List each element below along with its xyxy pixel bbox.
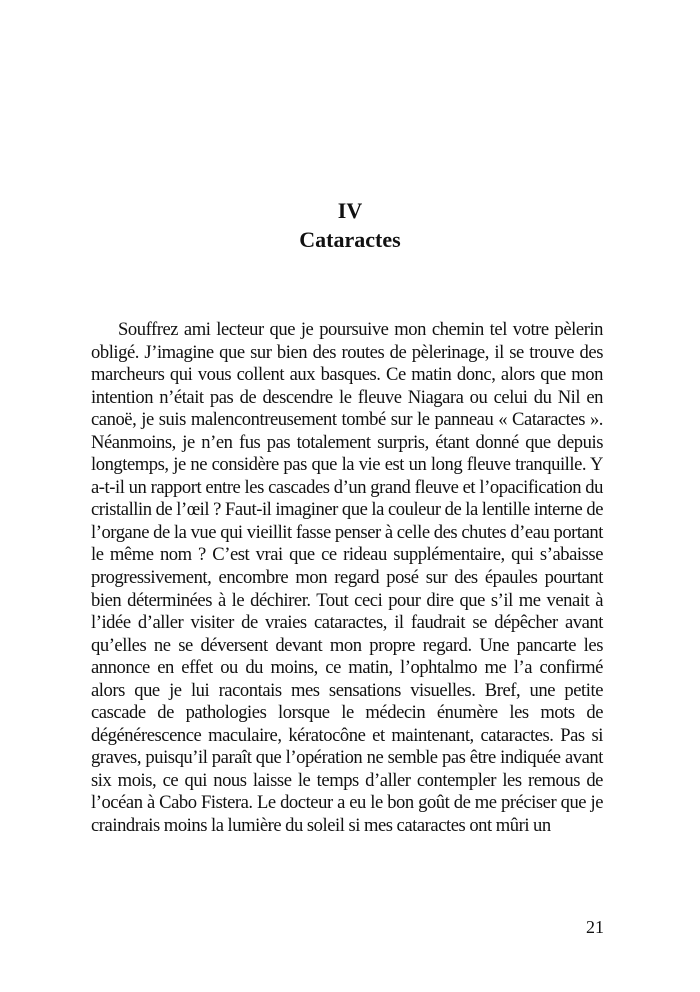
page-number: 21 [586, 917, 604, 937]
body-paragraph: Souffrez ami lecteur que je poursuive mon chemin tel votre pèlerin obligé. J’imagine que sur bien des routes de pèlerinage, il se trouve des marcheurs qui vous collent aux basques. Ce matin donc, alors que mon intention n’était pas de descendre le fleuve Niagara ou celui du Nil en canoë, je suis malencontreusement tombé sur le panneau « Cataractes ». Néanmoins, je n’en fus pas totalement surpris, étant donné que depuis longtemps, je ne considère pas que la vie est un long fleuve tranquille. Y a-t-il un rapport entre les cascades d’un grand fleuve et l’opacification du cristallin de l’œil ? Faut-il imaginer que la couleur de la lentille interne de l’organe de la vue qui vieillit fasse penser à celle des chutes d’eau portant le même nom ? C’est vrai que ce rideau supplémentaire, qui s’abaisse progressivement, encombre mon regard posé sur des épaules pourtant bien déterminées à le déchirer. Tout ceci pour dire que s’il me venait à l’idée d’aller visiter de vraies cataractes, il faudrait se dépêcher avant qu’elles ne se déversent devant mon propre regard. Une pancarte les annonce en effet ou du moins, ce matin, l’ophtalmo me l’a confirmé alors que je lui racontais mes sensations visuelles. Bref, une petite cascade de pathologies lorsque le médecin énumère les mots de dégénérescence maculaire, kératocône et maintenant, cataractes. Pas si graves, puisqu’il paraît que l’opération ne semble pas être indiquée avant six mois, ce qui nous laisse le temps d’aller contempler les remous de l’océan à Cabo Fistera. Le docteur a eu le bon goût de me préciser que je craindrais moins la lumière du soleil si mes cataractes ont mûri un [91, 319, 603, 837]
chapter-number: IV [337, 198, 363, 223]
chapter-title: Cataractes [299, 227, 401, 252]
